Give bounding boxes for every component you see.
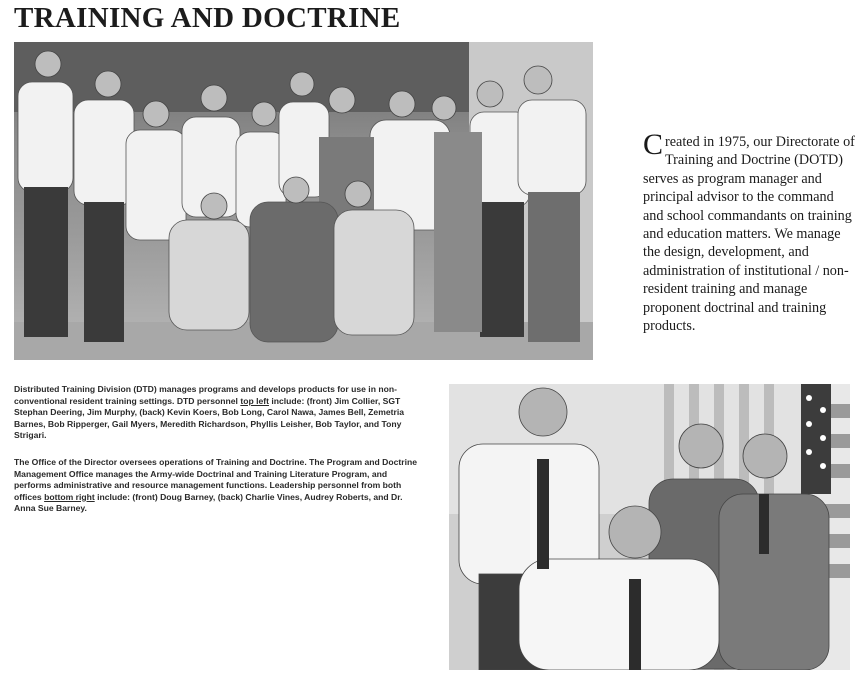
page-title: TRAINING AND DOCTRINE (14, 2, 401, 34)
intro-dropcap: C (643, 128, 664, 161)
dtd-caption (14, 384, 426, 442)
intro-paragraph (643, 128, 855, 335)
office-caption (14, 457, 426, 515)
office-caption-names: include: (front) Doug Barney, (back) Charlie Vines, Audrey Roberts, and Dr. Anna Sue Barney. (14, 491, 403, 514)
office-photo-reference: bottom right (44, 491, 95, 502)
office-caption-text: The Office of the Director oversees operations of Training and Doctrine. The Program and Doctrine Management Office manages the Army-wide Doctrinal and Training Literature Program, and performs administrative and resource management functions. Leadership personnel from both offices (14, 457, 418, 502)
dtd-caption-text: Distributed Training Division (DTD) manages programs and develops products for use in non-conventional resident training settings. DTD personnel (14, 384, 397, 406)
dtd-group-photo (14, 42, 593, 360)
leadership-photo (449, 384, 850, 670)
dtd-photo-reference: top left (240, 395, 269, 406)
intro-text: reated in 1975, our Directorate of Training and Doctrine (DOTD) serves as program manager and principal advisor to the command and school commandants on training and education matters. We manage the design, development, and administration of institutional / non-resident training and manage proponent doctrinal and training products. (643, 134, 855, 335)
dtd-caption-names: include: (front) Jim Collier, SGT Stephan Deering, Jim Murphy, (back) Kevin Koers, Bob Long, Carol Nawa, James Bell, Zemetria Barnes, Bob Ripperger, Gail Myers, Meredith Richardson, Phyllis Leisher, Bob Taylor, and Tony Strigari. (14, 395, 404, 441)
